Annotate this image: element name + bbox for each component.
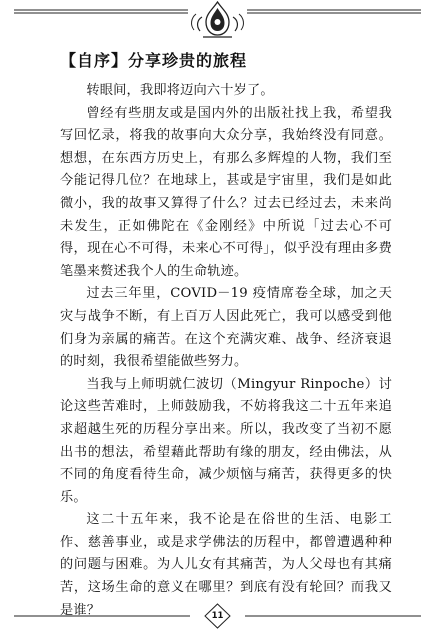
paragraph: 当我与上师明就仁波切（Mingyur Rinpoche）讨论这些苦难时，上师鼓励我，不妨将我这二十五年来追求超越生死的历程分享出来。所以，我改变了当初不愿出书的想法，希望藉此帮助有缘的朋友，经由佛法，从不同的角度看待生命，减少烦恼与痛苦，获得更多的快乐。 <box>60 376 392 505</box>
paragraph: 过去三年里，COVID－19 疫情席卷全球，加之天灾与战争不断，有上百万人因此死亡，我可以感受到他们身为亲属的痛苦。在这个充满灾难、战争、经济衰退的时刻，我很希望能做些努力。 <box>60 286 392 370</box>
section-title: 【自序】分享珍贵的旅程 <box>60 51 248 70</box>
paragraph: 转眼间，我即将迈向六十岁了。 <box>86 83 274 98</box>
lotus-emblem-icon <box>192 2 244 37</box>
preface-body <box>60 80 392 622</box>
paragraph: 曾经有些朋友或是国内外的出版社找上我，希望我写回忆录，将我的故事向大众分享，我始终没有同意。想想，在东西方历史上，有那么多辉煌的人物，我们至今能记得几位？在地球上，甚或是宇宙里，我们是如此微小，我的故事又算得了什么？过去已经过去，未来尚未发生，正如佛陀在《金刚经》中所说「过去心不可得，现在心不可得，未来心不可得」，似乎没有理由多费笔墨来赘述我个人的生命轨迹。 <box>60 105 392 279</box>
header-ornament <box>0 0 435 40</box>
page-number: 11 <box>211 611 224 621</box>
paragraph: 这二十五年来，我不论是在俗世的生活、电影工作、慈善事业，或是求学佛法的历程中，都曾遭遇种种的问题与困难。为人儿女有其痛苦，为人父母也有其痛苦，这场生命的意义在哪里？到底有没有轮回？而我又是谁？ <box>60 512 392 618</box>
